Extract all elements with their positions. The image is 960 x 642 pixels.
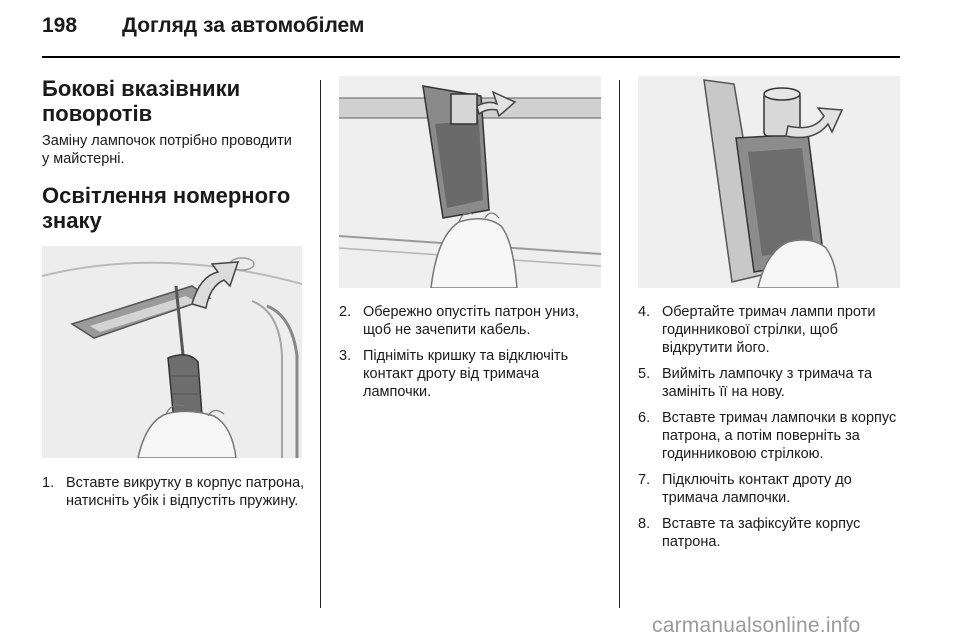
column-1-steps <box>42 474 312 518</box>
page-number: 198 <box>42 14 78 37</box>
figure-screwdriver <box>42 246 302 458</box>
section-heading-turn-signals: Бокові вказівники поворотів <box>42 76 241 126</box>
step-2: 2. Обережно опустіть патрон униз, щоб не зачепити кабель. <box>339 304 580 338</box>
step-list-col1 <box>42 474 312 510</box>
header-rule <box>42 56 900 58</box>
column-1 <box>42 76 292 233</box>
column-2-steps <box>339 303 611 409</box>
step-5: 5. Вийміть лампочку з тримача та замініть її на нову. <box>638 366 873 400</box>
step-8: 8. Вставте та зафіксуйте корпус патрона. <box>638 516 861 550</box>
column-3-steps <box>638 303 910 559</box>
step-list-col2 <box>339 303 611 401</box>
page-title: Догляд за автомобілем <box>122 14 365 37</box>
column-divider-2 <box>619 80 620 608</box>
column-divider-1 <box>320 80 321 608</box>
step-1: 1. Вставте викрутку в корпус патрона, натисніть убік і відпустіть пружину. <box>42 475 305 509</box>
step-3: 3. Підніміть кришку та відключіть контакт дроту від тримача лампочки. <box>339 348 569 400</box>
turn-signals-note: Заміну лампочок потрібно проводити у майстерні. <box>42 133 292 167</box>
watermark: carmanualsonline.info <box>652 614 861 637</box>
step-list-col3 <box>638 303 910 551</box>
figure-lamp-holder-down <box>339 76 601 288</box>
step-6: 6. Вставте тримач лампочки в корпус патрона, а потім поверніть за годинниковою стрілкою. <box>638 410 897 462</box>
step-7: 7. Підключіть контакт дроту до тримача лампочки. <box>638 472 852 506</box>
step-4: 4. Обертайте тримач лампи проти годинникової стрілки, щоб відкрутити його. <box>638 304 876 356</box>
figure-rotate-holder <box>638 76 900 288</box>
page-header <box>42 14 364 38</box>
section-heading-license-plate: Освітлення номерного знаку <box>42 183 291 233</box>
